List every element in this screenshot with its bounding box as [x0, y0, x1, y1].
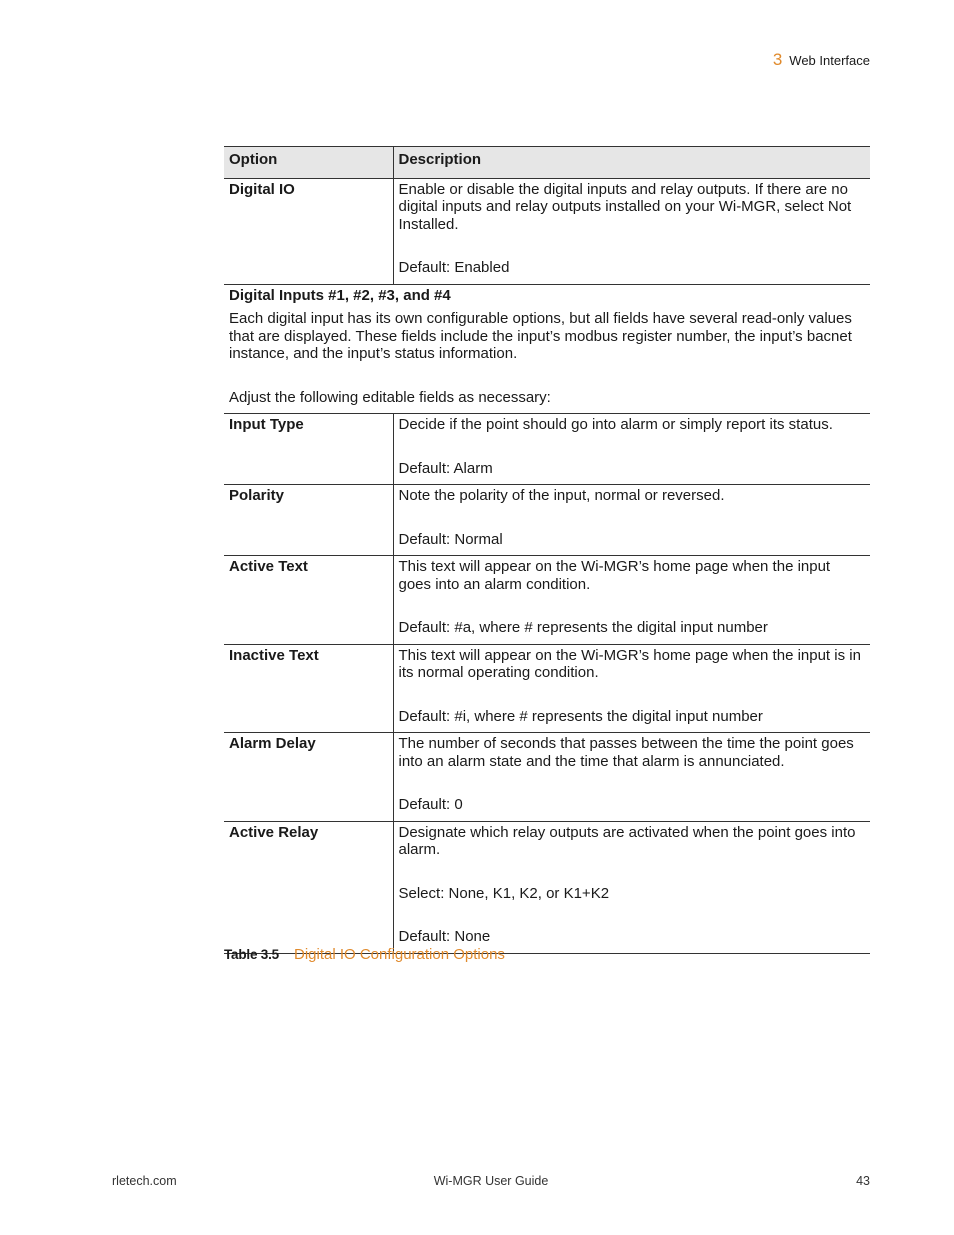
description-paragraph: Enable or disable the digital inputs and relay outputs. If there are no digital inputs and relay outputs installed on your Wi-MGR, select Not Installed. — [398, 180, 852, 233]
description-paragraph: Default: #i, where # represents the digital input number — [398, 707, 763, 725]
section-paragraph: Adjust the following editable fields as necessary: — [229, 388, 551, 406]
table-row — [224, 414, 870, 485]
option-description — [393, 821, 870, 953]
description-paragraph: Designate which relay outputs are activated when the point goes into alarm. — [398, 823, 856, 858]
description-paragraph: Decide if the point should go into alarm or simply report its status. — [398, 416, 833, 433]
table-row — [224, 733, 870, 822]
table-row — [224, 485, 870, 556]
option-name: Polarity — [224, 485, 393, 556]
section-title: Digital Inputs #1, #2, #3, and #4 — [229, 286, 451, 304]
footer-page-number: 43 — [856, 1174, 870, 1188]
option-description — [393, 733, 870, 822]
option-description — [393, 556, 870, 645]
section-cell — [224, 284, 870, 414]
option-name: Alarm Delay — [224, 733, 393, 822]
description-paragraph: Select: None, K1, K2, or K1+K2 — [398, 884, 610, 902]
option-name: Active Relay — [224, 821, 393, 953]
options-table — [224, 146, 870, 954]
footer-website: rletech.com — [112, 1174, 177, 1188]
description-paragraph: Default: None — [398, 928, 491, 945]
option-name: Input Type — [224, 414, 393, 485]
option-description — [393, 644, 870, 733]
description-paragraph: Default: 0 — [398, 796, 463, 813]
caption-label: Table 3.5 — [224, 947, 279, 962]
section-paragraph: Each digital input has its own configurable options, but all fields have several read-only values that are displayed. These fields include the input’s modbus register number, the input’s bacnet instance, and the input’s status information. — [229, 310, 852, 362]
table-row — [224, 556, 870, 645]
table-header-row — [224, 147, 870, 179]
section-row — [224, 284, 870, 414]
table-row — [224, 644, 870, 733]
table-caption — [224, 946, 505, 963]
option-description — [393, 414, 870, 485]
description-paragraph: This text will appear on the Wi-MGR’s home page when the input goes into an alarm condition. — [398, 558, 831, 593]
page-header — [773, 50, 870, 70]
description-paragraph: The number of seconds that passes between the time the point goes into an alarm state and the time that alarm is annunciated. — [398, 735, 854, 770]
option-name: Digital IO — [224, 178, 393, 284]
option-name: Active Text — [224, 556, 393, 645]
footer-guide-title: Wi-MGR User Guide — [433, 1174, 549, 1188]
caption-text: Digital IO Configuration Options — [293, 946, 505, 963]
option-name: Inactive Text — [224, 644, 393, 733]
description-paragraph: Default: Normal — [398, 530, 503, 548]
table-row — [224, 821, 870, 953]
column-header-description: Description — [393, 147, 870, 179]
chapter-number: 3 — [772, 50, 783, 69]
description-paragraph: This text will appear on the Wi-MGR’s home page when the input is in its normal operating condition. — [398, 646, 861, 681]
option-description — [393, 485, 870, 556]
description-paragraph: Note the polarity of the input, normal or reversed. — [398, 487, 725, 504]
description-paragraph: Default: #a, where # represents the digital input number — [398, 619, 768, 636]
option-description — [393, 178, 870, 284]
description-paragraph: Default: Alarm — [398, 459, 493, 477]
chapter-title: Web Interface — [789, 53, 870, 68]
column-header-option: Option — [224, 147, 393, 179]
description-paragraph: Default: Enabled — [398, 259, 510, 276]
table-row — [224, 178, 870, 284]
